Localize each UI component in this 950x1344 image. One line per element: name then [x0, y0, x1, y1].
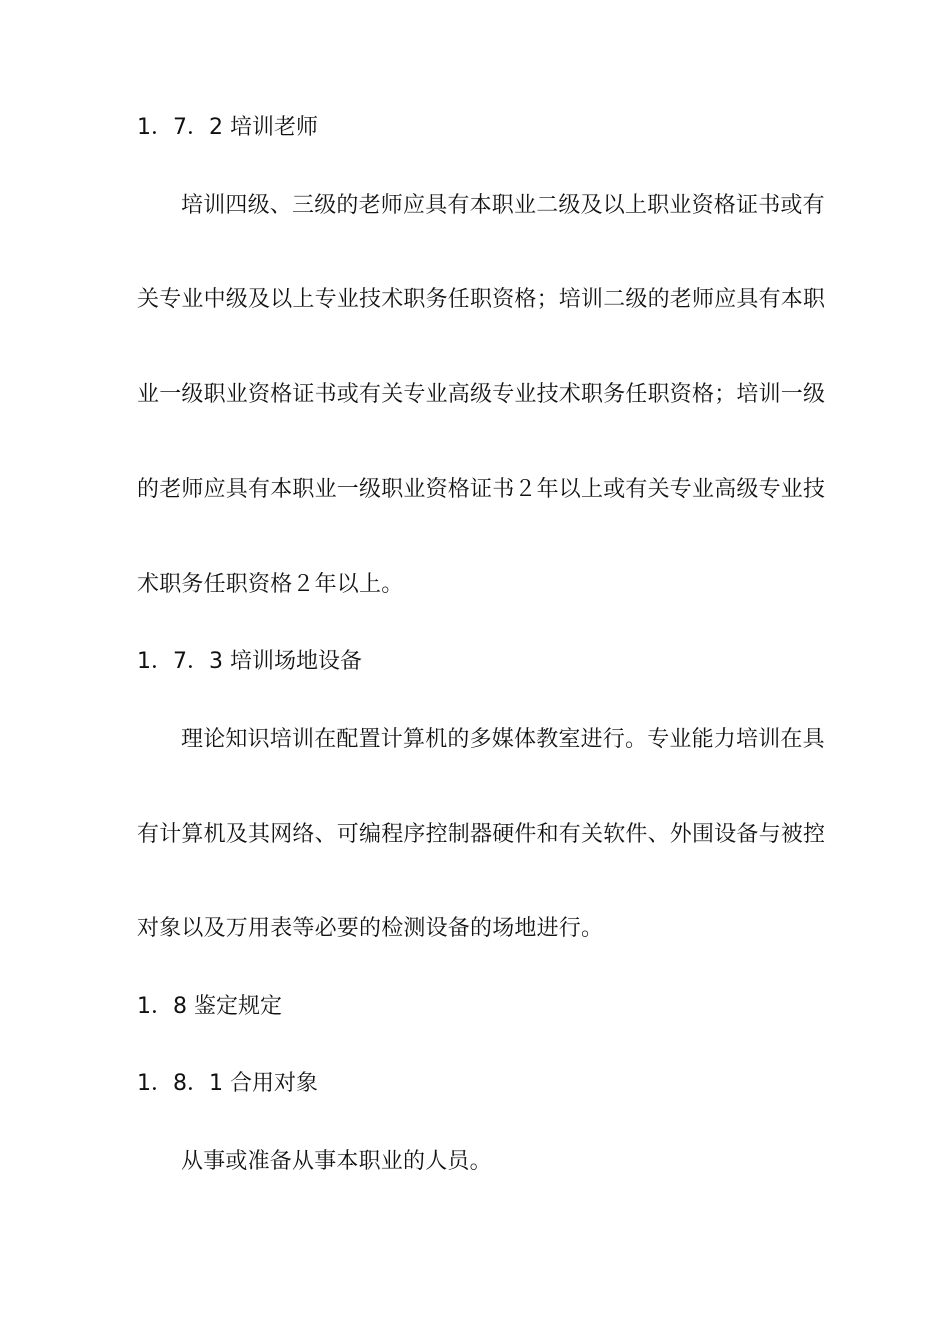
paragraph-line: 对象以及万用表等必要的检测设备的场地进行。 [137, 916, 604, 941]
paragraph-line: 业一级职业资格证书或有关专业高级专业技术职务任职资格；培训一级 [137, 382, 826, 407]
paragraph-line: 术职务任职资格２年以上。 [137, 572, 404, 597]
section-heading-1-8-1: 1．8．1 合用对象 [137, 1071, 318, 1096]
paragraph-line: 理论知识培训在配置计算机的多媒体教室进行。专业能力培训在具 [181, 727, 825, 752]
paragraph-line: 培训四级、三级的老师应具有本职业二级及以上职业资格证书或有 [181, 193, 825, 218]
section-heading-1-7-2: 1．7．2 培训老师 [137, 115, 318, 140]
paragraph-line: 从事或准备从事本职业的人员。 [181, 1149, 492, 1174]
section-heading-1-7-3: 1．7．3 培训场地设备 [137, 649, 362, 674]
paragraph-line: 的老师应具有本职业一级职业资格证书２年以上或有关专业高级专业技 [137, 477, 826, 502]
paragraph-line: 有计算机及其网络、可编程序控制器硬件和有关软件、外围设备与被控 [137, 822, 826, 847]
section-heading-1-8: 1．8 鉴定规定 [137, 994, 282, 1019]
paragraph-line: 关专业中级及以上专业技术职务任职资格；培训二级的老师应具有本职 [137, 287, 826, 312]
